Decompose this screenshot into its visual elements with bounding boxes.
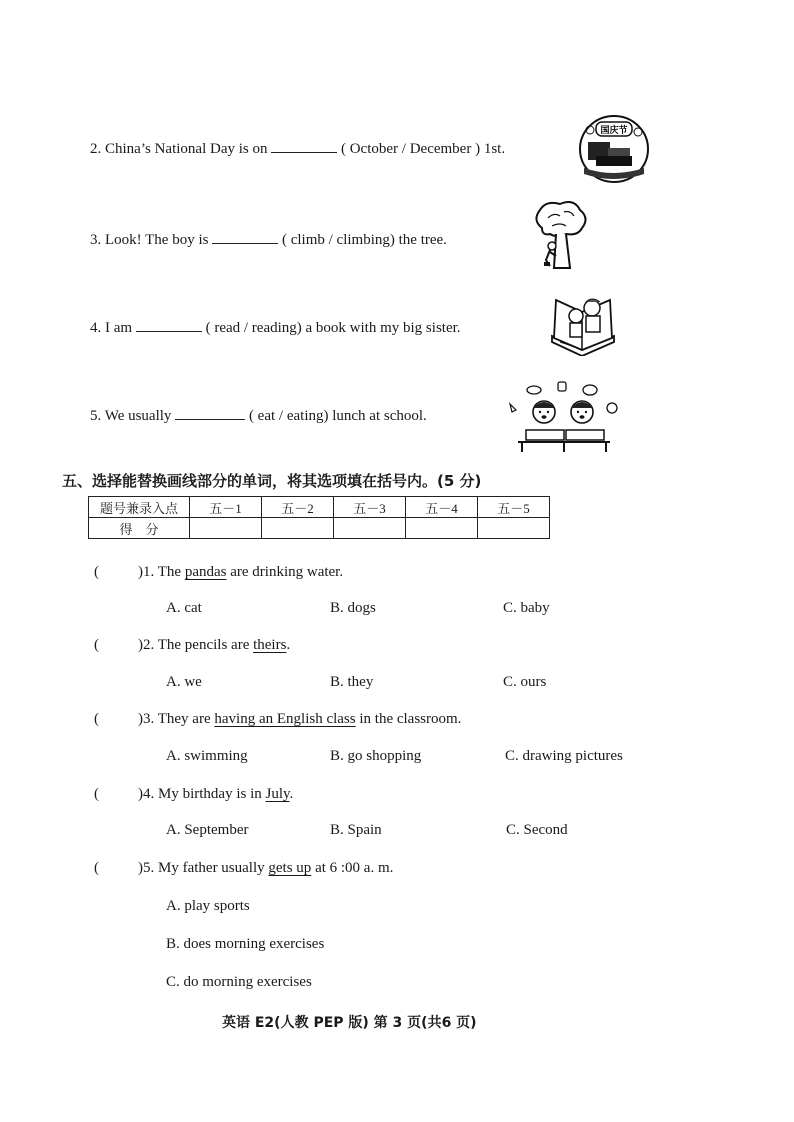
question-4: 4. I am ( read / reading) a book with my big sister. xyxy=(90,317,461,337)
option-a[interactable]: A. play sports xyxy=(166,898,250,914)
answer-blank-3[interactable] xyxy=(212,229,278,244)
score-cell[interactable] xyxy=(478,518,550,539)
underlined-phrase: having an English class xyxy=(214,711,356,727)
score-table-header-label: 题号兼录入点 xyxy=(89,497,190,518)
score-cell[interactable] xyxy=(262,518,334,539)
mc-question-2: )2. The pencils are theirs. xyxy=(138,637,291,653)
score-table-header-cell: 五－5 xyxy=(478,497,550,518)
answer-paren[interactable]: ( xyxy=(94,564,99,580)
option-a[interactable]: A. swimming xyxy=(166,748,248,764)
option-c[interactable]: C. drawing pictures xyxy=(505,748,623,764)
kids-eating-lunch-illustration xyxy=(498,380,628,452)
underlined-phrase: gets up xyxy=(268,860,312,876)
option-c[interactable]: C. do morning exercises xyxy=(166,974,312,990)
national-day-badge-illustration xyxy=(574,112,654,184)
mc-question-5: )5. My father usually gets up at 6 :00 a. m. xyxy=(138,860,394,876)
score-cell[interactable] xyxy=(406,518,478,539)
question-5: 5. We usually ( eat / eating) lunch at school. xyxy=(90,405,427,425)
underlined-phrase: pandas xyxy=(184,564,227,580)
option-c[interactable]: C. baby xyxy=(503,600,550,616)
option-c[interactable]: C. ours xyxy=(503,674,547,690)
score-table-header-cell: 五－3 xyxy=(334,497,406,518)
badge-label: 国庆节 xyxy=(600,126,628,136)
answer-blank-5[interactable] xyxy=(175,405,245,420)
mc-question-3: )3. They are having an English class in the classroom. xyxy=(138,711,462,727)
option-a[interactable]: A. September xyxy=(166,822,249,838)
score-table-header-cell: 五－2 xyxy=(262,497,334,518)
score-table xyxy=(88,496,550,539)
page-footer: 英语 E2(人教 PEP 版) 第 3 页(共6 页) xyxy=(222,1015,477,1031)
answer-paren[interactable]: ( xyxy=(94,711,99,727)
score-cell[interactable] xyxy=(190,518,262,539)
option-b[interactable]: B. Spain xyxy=(330,822,382,838)
section-5-title: 五、选择能替换画线部分的单词，将其选项填在括号内。(5 分) xyxy=(62,472,482,490)
option-c[interactable]: C. Second xyxy=(506,822,568,838)
score-cell[interactable] xyxy=(334,518,406,539)
option-a[interactable]: A. cat xyxy=(166,600,202,616)
answer-blank-2[interactable] xyxy=(271,138,337,153)
option-b[interactable]: B. does morning exercises xyxy=(166,936,325,952)
underlined-phrase: July xyxy=(265,786,290,802)
score-table-header-cell: 五－1 xyxy=(190,497,262,518)
score-table-header-cell: 五－4 xyxy=(406,497,478,518)
underlined-phrase: theirs xyxy=(253,637,287,653)
answer-paren[interactable]: ( xyxy=(94,786,99,802)
mc-question-4: )4. My birthday is in July. xyxy=(138,786,294,802)
kids-reading-book-illustration xyxy=(548,290,618,356)
answer-blank-4[interactable] xyxy=(136,317,202,332)
option-a[interactable]: A. we xyxy=(166,674,202,690)
option-b[interactable]: B. dogs xyxy=(330,600,376,616)
score-table-row-label: 得 分 xyxy=(89,518,190,539)
option-b[interactable]: B. they xyxy=(330,674,374,690)
question-2: 2. China’s National Day is on ( October / December ) 1st. xyxy=(90,138,505,158)
answer-paren[interactable]: ( xyxy=(94,637,99,653)
question-3: 3. Look! The boy is ( climb / climbing) the tree. xyxy=(90,229,447,249)
boy-climbing-tree-illustration xyxy=(530,200,590,272)
option-b[interactable]: B. go shopping xyxy=(330,748,422,764)
answer-paren[interactable]: ( xyxy=(94,860,99,876)
mc-question-1: )1. The pandas are drinking water. xyxy=(138,564,344,580)
